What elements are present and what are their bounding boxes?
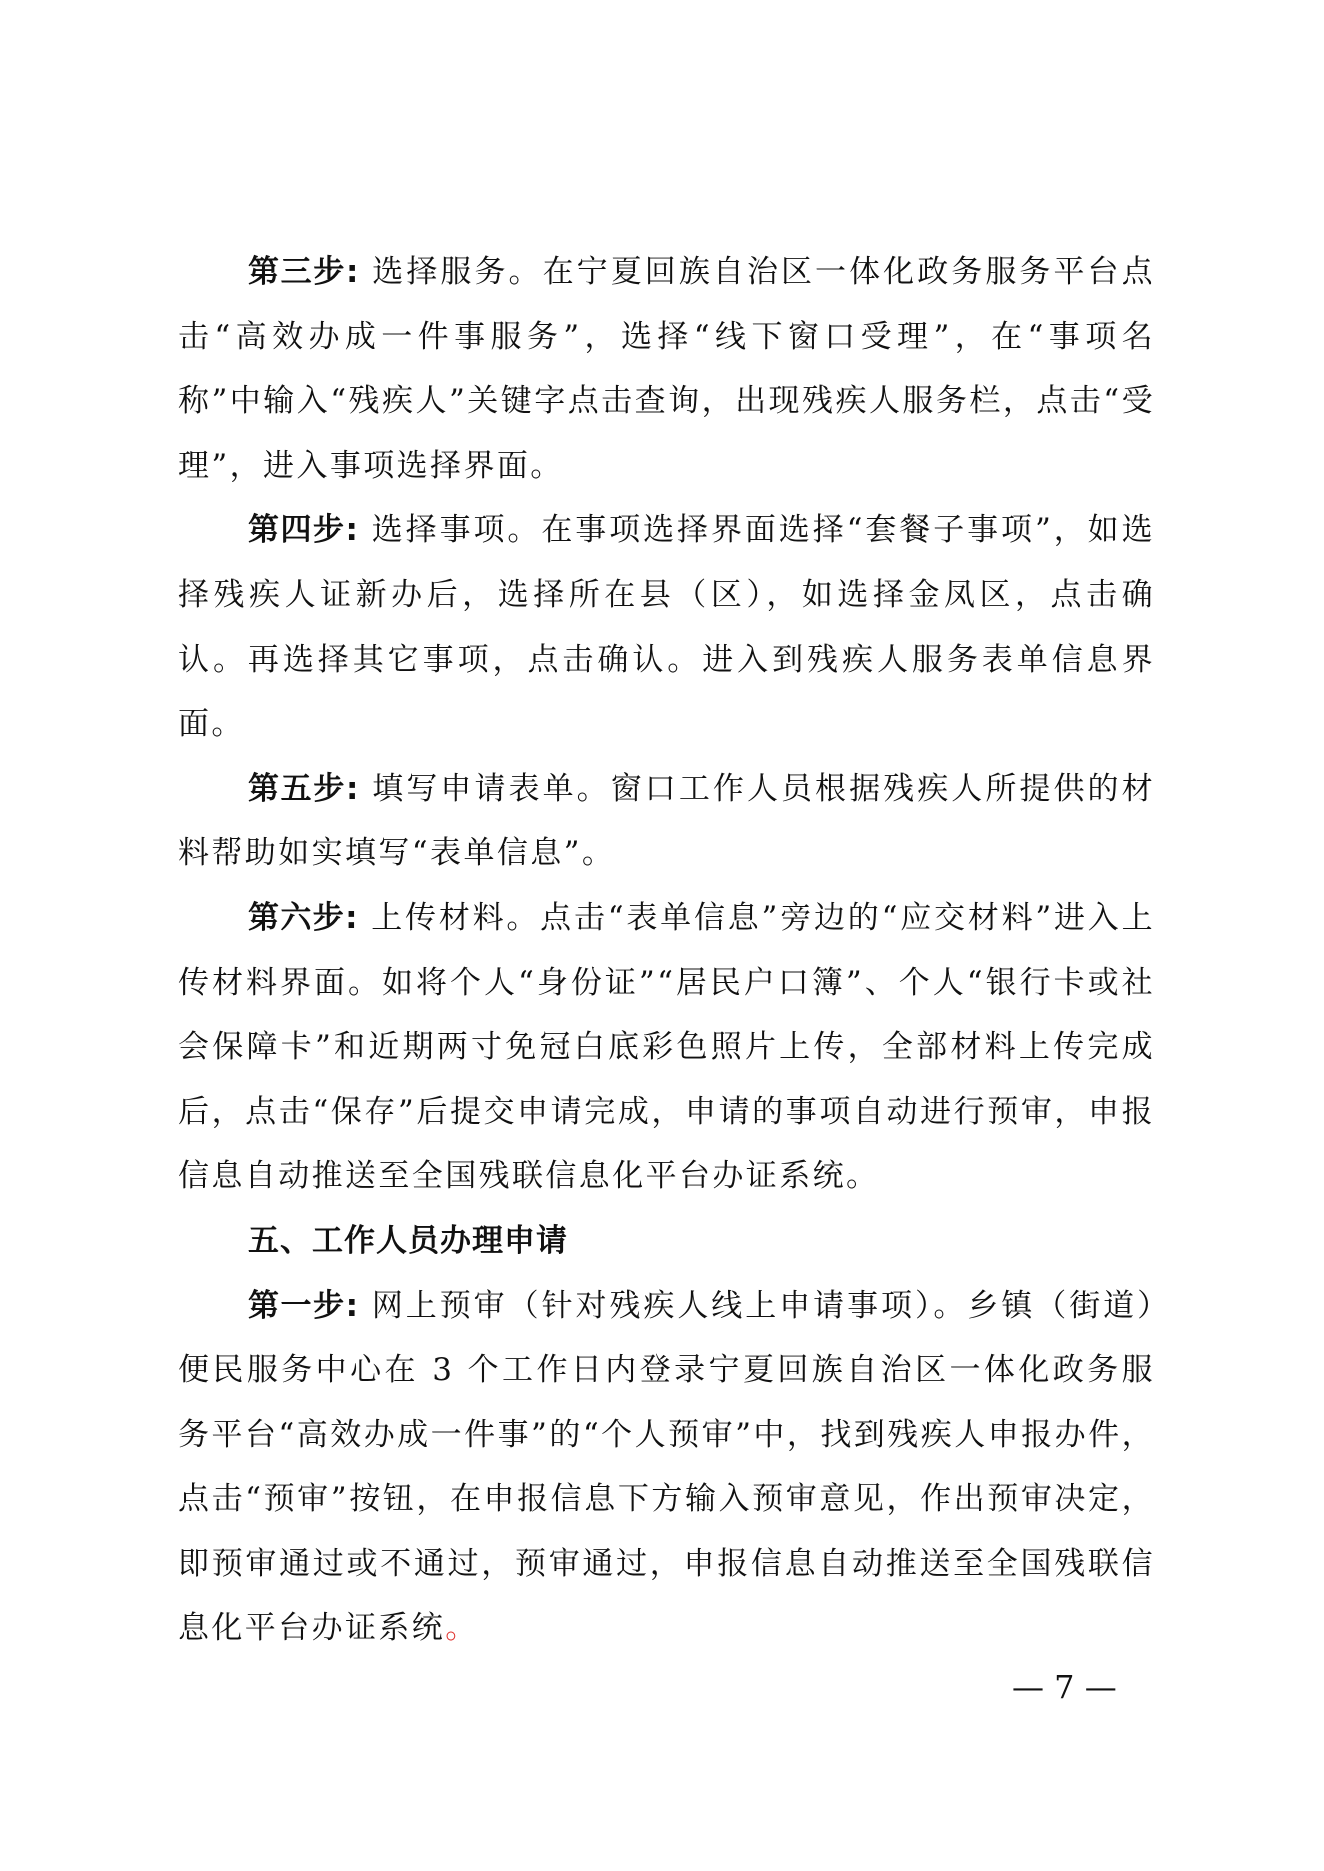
- document-page: [178, 240, 1155, 1661]
- paragraph-step-5: [178, 757, 1155, 886]
- page-number: — 7 —: [1012, 1668, 1117, 1706]
- end-mark: 。: [445, 1610, 479, 1647]
- paragraph-step-4: [178, 498, 1155, 756]
- step-label: 第五步:: [248, 770, 360, 807]
- step-label: 第一步:: [248, 1287, 360, 1324]
- paragraph-text: 选择服务。在宁夏回族自治区一体化政务服务平台点击“高效办成一件事服务”，选择“线下窗口受理”，在“事项名称”中输入“残疾人”关键字点击查询，出现残疾人服务栏，点击“受理”，进入事项选择界面。: [178, 254, 1155, 484]
- step-label: 第四步:: [248, 512, 359, 549]
- paragraph-staff-step-1: [178, 1274, 1155, 1662]
- step-label: 第三步:: [248, 254, 360, 290]
- paragraph-text: 填写申请表单。窗口工作人员根据残疾人所提供的材料帮助如实填写“表单信息”。: [178, 770, 1155, 872]
- paragraph-step-6: [178, 886, 1155, 1209]
- section-heading: 五、工作人员办理申请: [248, 1222, 568, 1259]
- paragraph-text: 网上预审（针对残疾人线上申请事项）。乡镇（街道）便民服务中心在 3 个工作日内登录宁夏回族自治区一体化政务服务平台“高效办成一件事”的“个人预审”中，找到残疾人申报办件，点击“预审”按钮，在申报信息下方输入预审意见，作出预审决定，即预审通过或不通过，预审通过，申报信息自动推送至全国残联信息化平台办证系统: [178, 1287, 1155, 1647]
- paragraph-text: 上传材料。点击“表单信息”旁边的“应交材料”进入上传材料界面。如将个人“身份证”“居民户口簿”、个人“银行卡或社会保障卡”和近期两寸免冠白底彩色照片上传，全部材料上传完成后，点击“保存”后提交申请完成，申请的事项自动进行预审，申报信息自动推送至全国残联信息化平台办证系统。: [178, 899, 1155, 1195]
- step-label: 第六步:: [248, 899, 359, 936]
- paragraph-step-3: [178, 240, 1155, 498]
- paragraph-text: 选择事项。在事项选择界面选择“套餐子事项”，如选择残疾人证新办后，选择所在县（区），如选择金凤区，点击确认。再选择其它事项，点击确认。进入到残疾人服务表单信息界面。: [178, 512, 1155, 743]
